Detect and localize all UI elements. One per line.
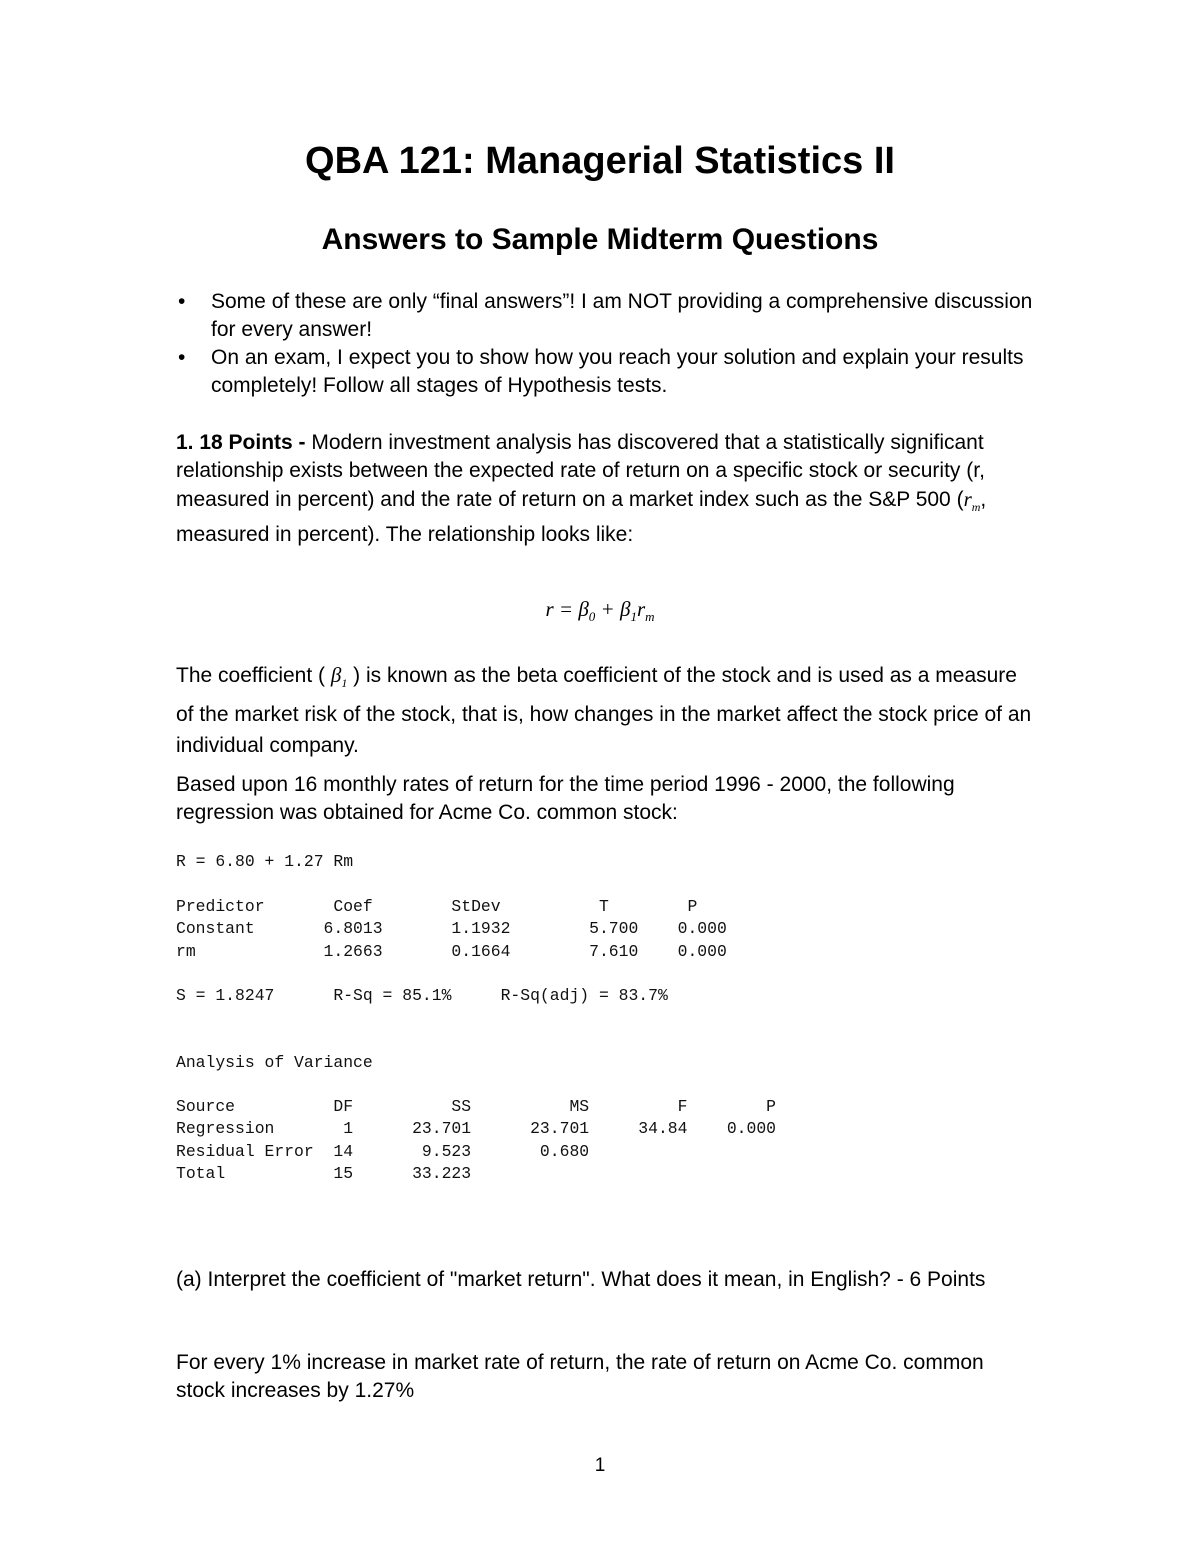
anova-table: Source DF SS MS F P Regression 1 23.701 23.701 34.84 0.000 Residual Error 14 9.523 0.680 Total 15 33.223: [176, 1097, 776, 1184]
notes-list: [176, 288, 1036, 400]
data-description-paragraph: Based upon 16 monthly rates of return for the time period 1996 - 2000, the following regression was obtained for Acme Co. common stock:: [176, 773, 955, 824]
part-a-answer: For every 1% increase in market rate of return, the rate of return on Acme Co. common stock increases by 1.27%: [176, 1351, 984, 1402]
question-1-label: 1. 18 Points -: [176, 431, 306, 454]
document-subtitle: Answers to Sample Midterm Questions: [321, 223, 879, 256]
question-1-text-a: Modern investment analysis has discovered that a statistically significant relationship exists between the expected rate of return on a specific stock or security (r, measured in percent) and the rate of return on a market index such as the S&P 500 (: [176, 431, 985, 511]
capm-formula: $r = \beta_0 + \beta_1r_m$: [545, 597, 655, 625]
coefficient-paragraph: The coefficient ( $\beta_1$ ) is known as the beta coefficient of the stock and is used as a measure of the market risk of the stock, that is, how changes in the market affect the stock price of an individual company.: [176, 663, 1032, 758]
bullet-icon: •: [178, 346, 186, 369]
question-1-paragraph: [176, 429, 1036, 549]
beta-symbol: $\beta_1$: [330, 663, 348, 691]
regression-equation: R = 6.80 + 1.27 Rm: [176, 852, 354, 871]
note-item: [176, 344, 1036, 400]
document-title: QBA 121: Managerial Statistics II: [305, 140, 895, 182]
note-text: On an exam, I expect you to show how you reach your solution and explain your results completely! Follow all stages of Hypothesis tests.: [211, 346, 1024, 397]
question-1-text-b: , measured in percent). The relationship looks like:: [176, 488, 987, 547]
note-text: Some of these are only “final answers”! I am NOT providing a comprehensive discussion for every answer!: [211, 290, 1033, 341]
model-fit-line: S = 1.8247 R-Sq = 85.1% R-Sq(adj) = 83.7%: [176, 986, 668, 1005]
page-number: 1: [594, 1455, 606, 1476]
market-return-symbol: $r_m$: [963, 487, 981, 515]
coefficient-table: Predictor Coef StDev T P Constant 6.8013 1.1932 5.700 0.000 rm 1.2663 0.1664 7.610 0.000: [176, 897, 727, 961]
part-a-question: (a) Interpret the coefficient of "market return". What does it mean, in English? - 6 Points: [176, 1268, 986, 1291]
anova-title: Analysis of Variance: [176, 1053, 373, 1072]
bullet-icon: •: [178, 290, 186, 313]
note-item: [176, 288, 1036, 344]
